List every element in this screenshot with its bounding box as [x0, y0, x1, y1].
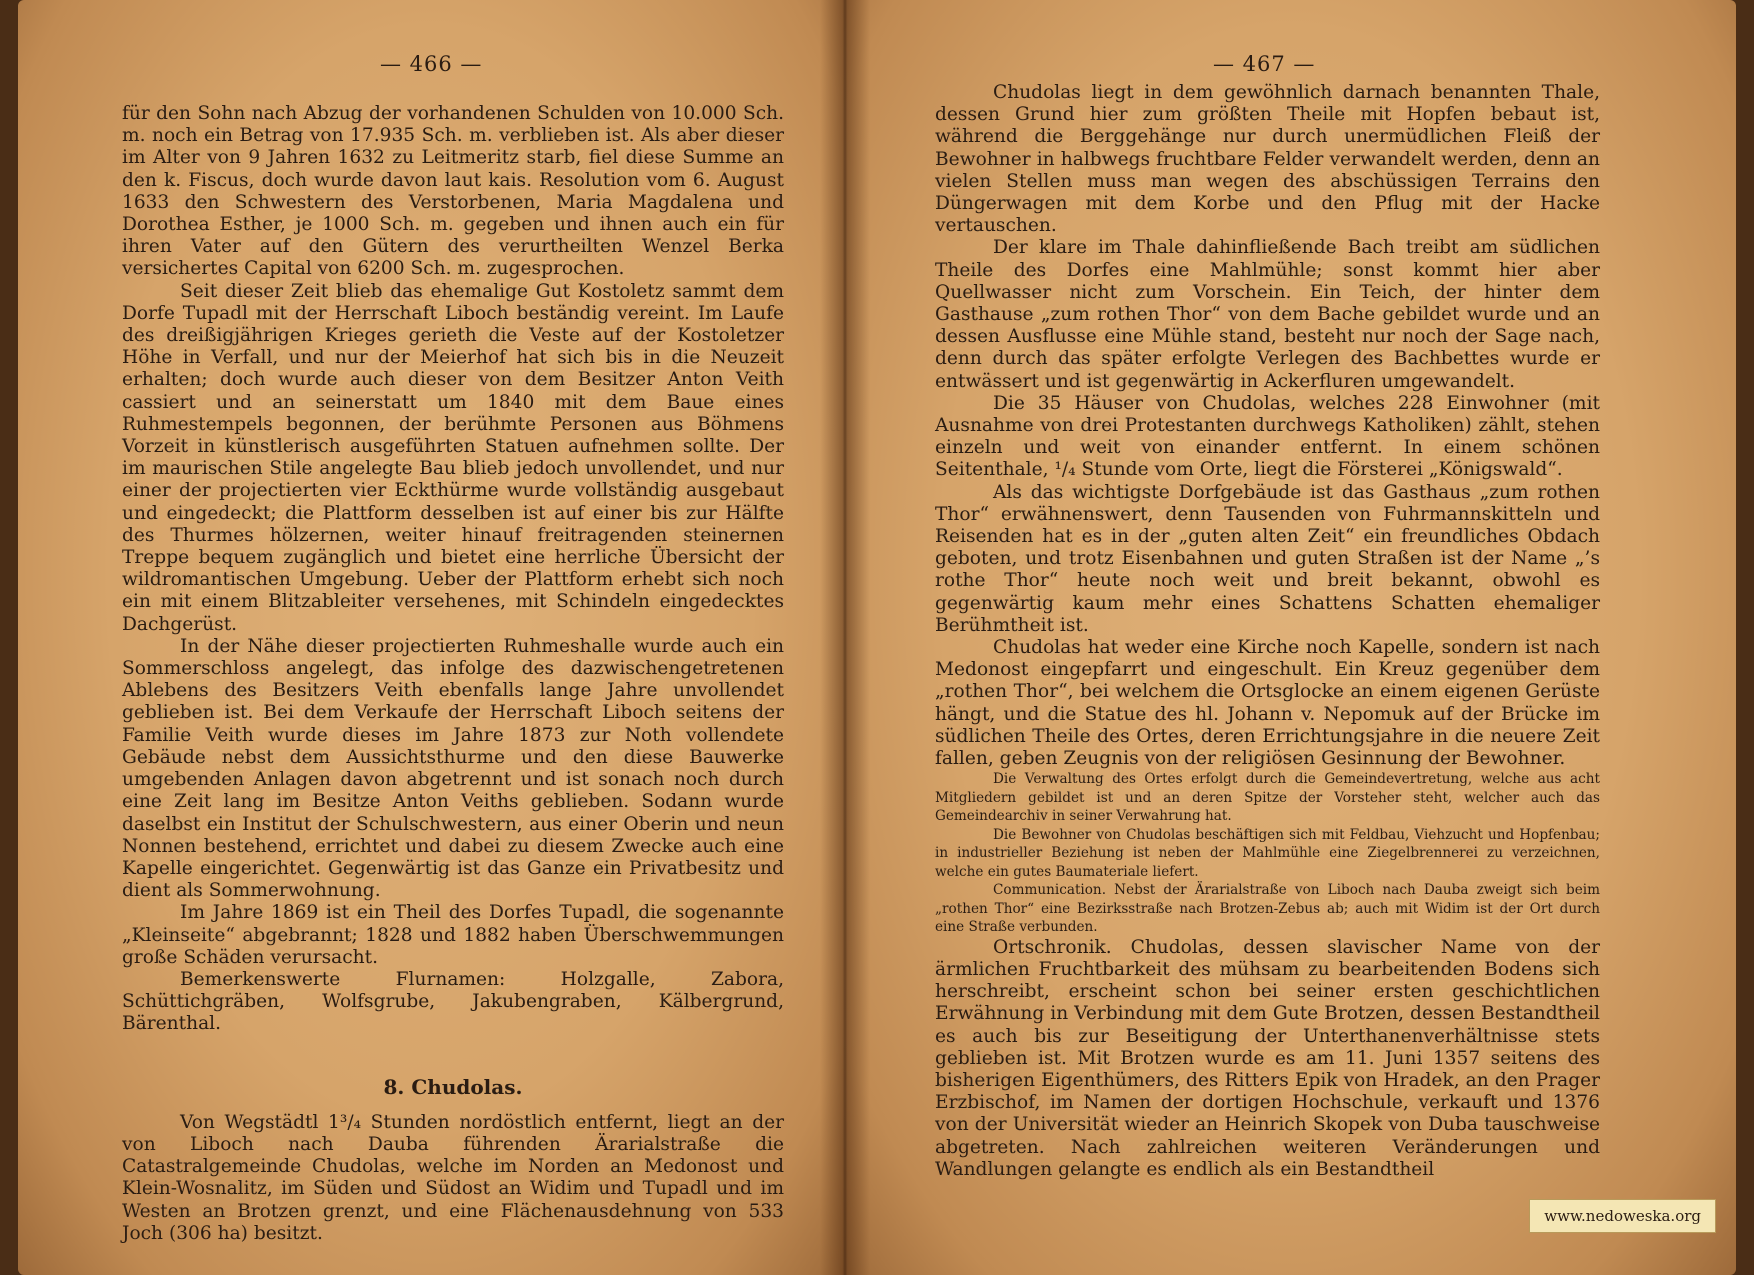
paragraph: Als das wichtigste Dorfgebäude ist das Gasthaus „zum rothen Thor“ erwähnenswert, denn Tausenden von Fuhrmannskitteln und Reisenden hat es in der „guten alten Zeit“ ein freundliches Obdach geboten, und trotz Eisenbahnen und guten Straßen ist der Name „’s rothe Thor“ heute noch weit und breit bekannt, obwohl es gegenwärtig kaum mehr eines Schattens Schatten ehemaliger Berühmtheit ist. — [935, 481, 1600, 636]
paragraph: Der klare im Thale dahinfließende Bach treibt am südlichen Theile des Dorfes eine Mahlmühle; sonst kommt hier aber Quellwasser nicht zum Vorschein. Ein Teich, der hinter dem Gasthause „zum rothen Thor“ von dem Bache gebildet wurde und an dessen Ausflusse eine Mühle stand, besteht nur noch der Sage nach, denn durch das später erfolgte Verlegen des Bachbettes wurde er entwässert und ist gegenwärtig in Ackerfluren umgewandelt. — [935, 237, 1600, 392]
page-number-left: — 466 — — [380, 52, 483, 76]
paragraph: Die 35 Häuser von Chudolas, welches 228 Einwohner (mit Ausnahme von drei Protestanten durchwegs Katholiken) zählt, stehen einzeln und weit von einander entfernt. In einem schönen Seitenthale, ¹/₄ Stunde vom Orte, liegt die Försterei „Königswald“. — [935, 392, 1600, 481]
page-number-right: — 467 — — [1213, 52, 1316, 76]
right-page — [843, 0, 1736, 1275]
paragraph: Bemerkenswerte Flurnamen: Holzgalle, Zabora, Schüttichgräben, Wolfsgrube, Jakubengraben, Kälbergrund, Bärenthal. — [122, 968, 784, 1035]
left-page-text — [122, 103, 784, 1245]
section-heading: 8. Chudolas. — [383, 1074, 523, 1099]
watermark: www.nedoweska.org — [1529, 1199, 1716, 1233]
paragraph: Seit dieser Zeit blieb das ehemalige Gut Kostoletz sammt dem Dorfe Tupadl mit der Herrschaft Liboch beständig vereint. Im Laufe des dreißigjährigen Krieges gerieth die Veste auf der Kostoletzer Höhe in Verfall, und nur der Meierhof hat sich bis in die Neuzeit erhalten; doch wurde auch dieser von dem Besitzer Anton Veith cassiert und an seinerstatt um 1840 mit dem Baue eines Ruhmestempels begonnen, der berühmte Personen aus Böhmens Vorzeit in künstlerisch ausgeführten Statuen aufnehmen sollte. Der im maurischen Stile angelegte Bau blieb jedoch unvollendet, und nur einer der projectierten vier Eckthürme wurde vollständig ausgebaut und eingedeckt; die Plattform desselben ist auf einer bis zur Hälfte des Thurmes hölzernen, weiter hinauf freitragenden steinernen Treppe bequem zugänglich und bietet eine herrliche Übersicht der wildromantischen Umgebung. Ueber der Plattform erhebt sich noch ein mit einem Blitzableiter versehenes, mit Schindeln eingedecktes Dachgerüst. — [122, 280, 784, 635]
paragraph: Von Wegstädtl 1³/₄ Stunden nordöstlich entfernt, liegt an der von Liboch nach Dauba führenden Ärarialstraße die Catastralgemeinde Chudolas, welche im Norden an Medonost und Klein-Wosnalitz, im Süden und Südost an Widim und Tupadl und im Westen an Brotzen grenzt, und eine Flächenausdehnung von 533 Joch (306 ha) besitzt. — [122, 1111, 784, 1244]
left-page — [18, 0, 843, 1275]
paragraph: Chudolas liegt in dem gewöhnlich darnach benannten Thale, dessen Grund hier zum größten Theile mit Hopfen bebaut ist, während die Berggehänge nur durch unermüdlichen Fleiß der Bewohner in halbwegs fruchtbare Felder verwandelt werden, denn an vielen Stellen muss man wegen des abschüssigen Terrains den Düngerwagen mit dem Korbe und den Pflug mit der Hacke vertauschen. — [935, 82, 1600, 237]
paragraph: In der Nähe dieser projectierten Ruhmeshalle wurde auch ein Sommerschloss angelegt, das infolge des dazwischengetretenen Ablebens des Besitzers Veith ebenfalls lange Jahre unvollendet geblieben ist. Bei dem Verkaufe der Herrschaft Liboch seitens der Familie Veith wurde dieses im Jahre 1873 zur Noth vollendete Gebäude nebst dem Aussichtsthurme und den diese Bauwerke umgebenden Anlagen davon abgetrennt und ist sonach noch durch eine Zeit lang im Besitze Anton Veiths geblieben. Sodann wurde daselbst ein Institut der Schulschwestern, aus einer Oberin und neun Nonnen bestehend, errichtet und dabei zu diesem Zwecke auch eine Kapelle eingerichtet. Gegenwärtig ist das Ganze ein Privatbesitz und dient als Sommerwohnung. — [122, 635, 784, 902]
paragraph: Ortschronik. Chudolas, dessen slavischer Name von der ärmlichen Fruchtbarkeit des mühsam zu bearbeitenden Bodens sich herschreibt, erscheint schon bei seiner ersten geschichtlichen Erwähnung in Verbindung mit dem Gute Brotzen, dessen Bestandtheil es auch bis zur Beseitigung der Unterthanenverhältnisse stets geblieben ist. Mit Brotzen wurde es am 11. Juni 1357 seitens des bisherigen Eigenthümers, des Ritters Epik von Hradek, an den Prager Erzbischof, im Namen der dortigen Hochschule, verkauft und 1376 von der Universität wieder an Heinrich Skopek von Duba tauschweise abgetreten. Nach zahlreichen weiteren Veränderungen und Wandlungen gelangte es endlich als ein Bestandtheil — [935, 936, 1600, 1180]
book-gutter — [820, 0, 870, 1275]
small-paragraph: Die Bewohner von Chudolas beschäftigen sich mit Feldbau, Viehzucht und Hopfenbau; in industrieller Beziehung ist neben der Mahlmühle eine Ziegelbrennerei zu verzeichnen, welche ein gutes Baumateriale liefert. — [935, 826, 1600, 880]
paragraph: Chudolas hat weder eine Kirche noch Kapelle, sondern ist nach Medonost eingepfarrt und eingeschult. Ein Kreuz gegenüber dem „rothen Thor“, bei welchem die Ortsglocke an einem eigenen Gerüste hängt, und die Statue des hl. Johann v. Nepomuk auf der Brücke im südlichen Theile des Ortes, deren Errichtungsjahre in die neuere Zeit fallen, geben Zeugnis von der religiösen Gesinnung der Bewohner. — [935, 637, 1600, 770]
paragraph: für den Sohn nach Abzug der vorhandenen Schulden von 10.000 Sch. m. noch ein Betrag von 17.935 Sch. m. verblieben ist. Als aber dieser im Alter von 9 Jahren 1632 zu Leitmeritz starb, fiel diese Summe an den k. Fiscus, doch wurde davon laut kais. Resolution vom 6. August 1633 den Schwestern des Verstorbenen, Maria Magdalena und Dorothea Esther, je 1000 Sch. m. gegeben und ihnen auch ein für ihren Vater auf den Gütern des verurtheilten Wenzel Berka versichertes Capital von 6200 Sch. m. zugesprochen. — [122, 103, 784, 280]
small-paragraph: Communication. Nebst der Ärarialstraße von Liboch nach Dauba zweigt sich beim „rothen Thor“ eine Bezirksstraße nach Brotzen-Zebus ab; auch mit Widim ist der Ort durch eine Straße verbunden. — [935, 882, 1600, 936]
paragraph: Im Jahre 1869 ist ein Theil des Dorfes Tupadl, die sogenannte „Kleinseite“ abgebrannt; 1828 und 1882 haben Überschwemmungen große Schäden verursacht. — [122, 902, 784, 968]
small-paragraph: Die Verwaltung des Ortes erfolgt durch die Gemeindevertretung, welche aus acht Mitgliedern gebildet ist und an deren Spitze der Vorsteher steht, welcher auch das Gemeindearchiv in seiner Verwahrung hat. — [935, 771, 1600, 825]
right-page-text — [935, 82, 1600, 1181]
